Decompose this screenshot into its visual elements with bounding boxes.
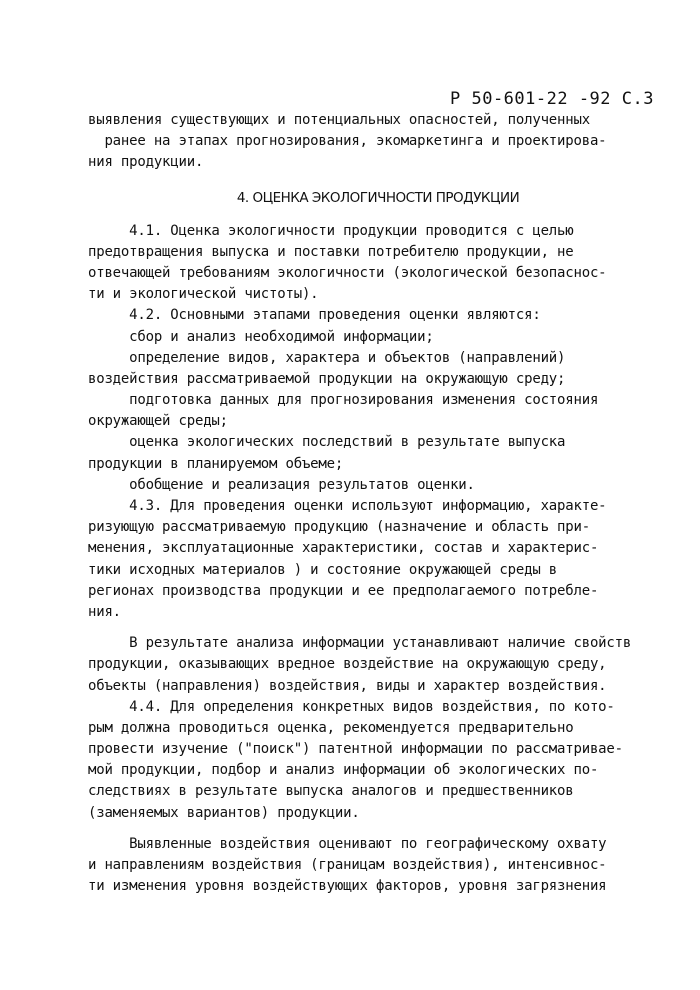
text-line: определение видов, характера и объектов (направлений) bbox=[88, 349, 566, 366]
text-line: тики исходных материалов ) и состояние окружающей среды в bbox=[88, 561, 558, 578]
section-4-block-c bbox=[88, 834, 648, 898]
text-line: 4.1. Оценка экологичности продукции проводится с целью bbox=[88, 222, 574, 239]
text-line: 4.3. Для проведения оценки используют информацию, характе- bbox=[88, 498, 607, 514]
text-line: регионах производства продукции и ее предполагаемого потребле- bbox=[88, 582, 599, 599]
text-line: ния. bbox=[88, 603, 121, 620]
text-line: ти изменения уровня воздействующих факторов, уровня загрязнения bbox=[88, 878, 607, 895]
text-line: В результате анализа информации устанавливают наличие свойств bbox=[88, 635, 632, 652]
text-line: и направлениям воздействия (границам воздействия), интенсивнос- bbox=[88, 857, 607, 873]
text-line: ния продукции. bbox=[88, 154, 204, 171]
text-line: ранее на этапах прогнозирования, экомаркетинга и проектирова- bbox=[88, 133, 607, 150]
text-line: ризующую рассматриваемую продукцию (назначение и область при- bbox=[88, 519, 590, 536]
text-line: провести изучение ("поиск") патентной информации по рассматривае- bbox=[88, 741, 623, 758]
section-4-block-a bbox=[88, 221, 648, 624]
text-line: подготовка данных для прогнозирования изменения состояния bbox=[88, 392, 599, 409]
text-line: 4.2. Основными этапами проведения оценки являются: bbox=[88, 307, 541, 324]
text-line: оценка экологических последствий в результате выпуска bbox=[88, 434, 566, 451]
text-line: следствиях в результате выпуска аналогов и предшественников bbox=[88, 783, 574, 800]
text-line: предотвращения выпуска и поставки потребителю продукции, не bbox=[88, 243, 574, 260]
text-line: обобщение и реализация результатов оценки. bbox=[88, 476, 475, 493]
text-line: ти и экологической чистоты). bbox=[88, 286, 319, 303]
text-line: сбор и анализ необходимой информации; bbox=[88, 328, 434, 345]
document-body bbox=[88, 110, 648, 897]
text-line: мой продукции, подбор и анализ информации об экологических по- bbox=[88, 762, 599, 779]
text-line: воздействия рассматриваемой продукции на окружающую среду; bbox=[88, 370, 566, 387]
section-title: 4. ОЦЕНКА ЭКОЛОГИЧНОСТИ ПРОДУКЦИИ bbox=[236, 189, 520, 206]
text-line: Выявленные воздействия оценивают по географическому охвату bbox=[88, 835, 607, 852]
text-line: рым должна проводиться оценка, рекомендуется предварительно bbox=[88, 719, 574, 736]
intro-paragraph bbox=[88, 110, 648, 174]
text-line: отвечающей требованиям экологичности (экологической безопаснос- bbox=[88, 264, 607, 281]
text-line: менения, эксплуатационные характеристики, состав и характерис- bbox=[88, 540, 599, 557]
text-line: 4.4. Для определения конкретных видов воздействия, по кото- bbox=[88, 698, 615, 715]
text-line: (заменяемых вариантов) продукции. bbox=[88, 804, 360, 821]
text-line: продукции, оказывающих вредное воздействие на окружающую среду, bbox=[88, 656, 607, 673]
text-line: выявления существующих и потенциальных опасностей, полученных bbox=[88, 112, 590, 128]
document-code: Р 50-601-22 -92 С.3 bbox=[450, 89, 654, 109]
section-4-block-b bbox=[88, 633, 648, 824]
text-line: объекты (направления) воздействия, виды и характер воздействия. bbox=[88, 677, 607, 694]
text-line: продукции в планируемом объеме; bbox=[88, 455, 344, 472]
text-line: окружающей среды; bbox=[88, 413, 228, 430]
